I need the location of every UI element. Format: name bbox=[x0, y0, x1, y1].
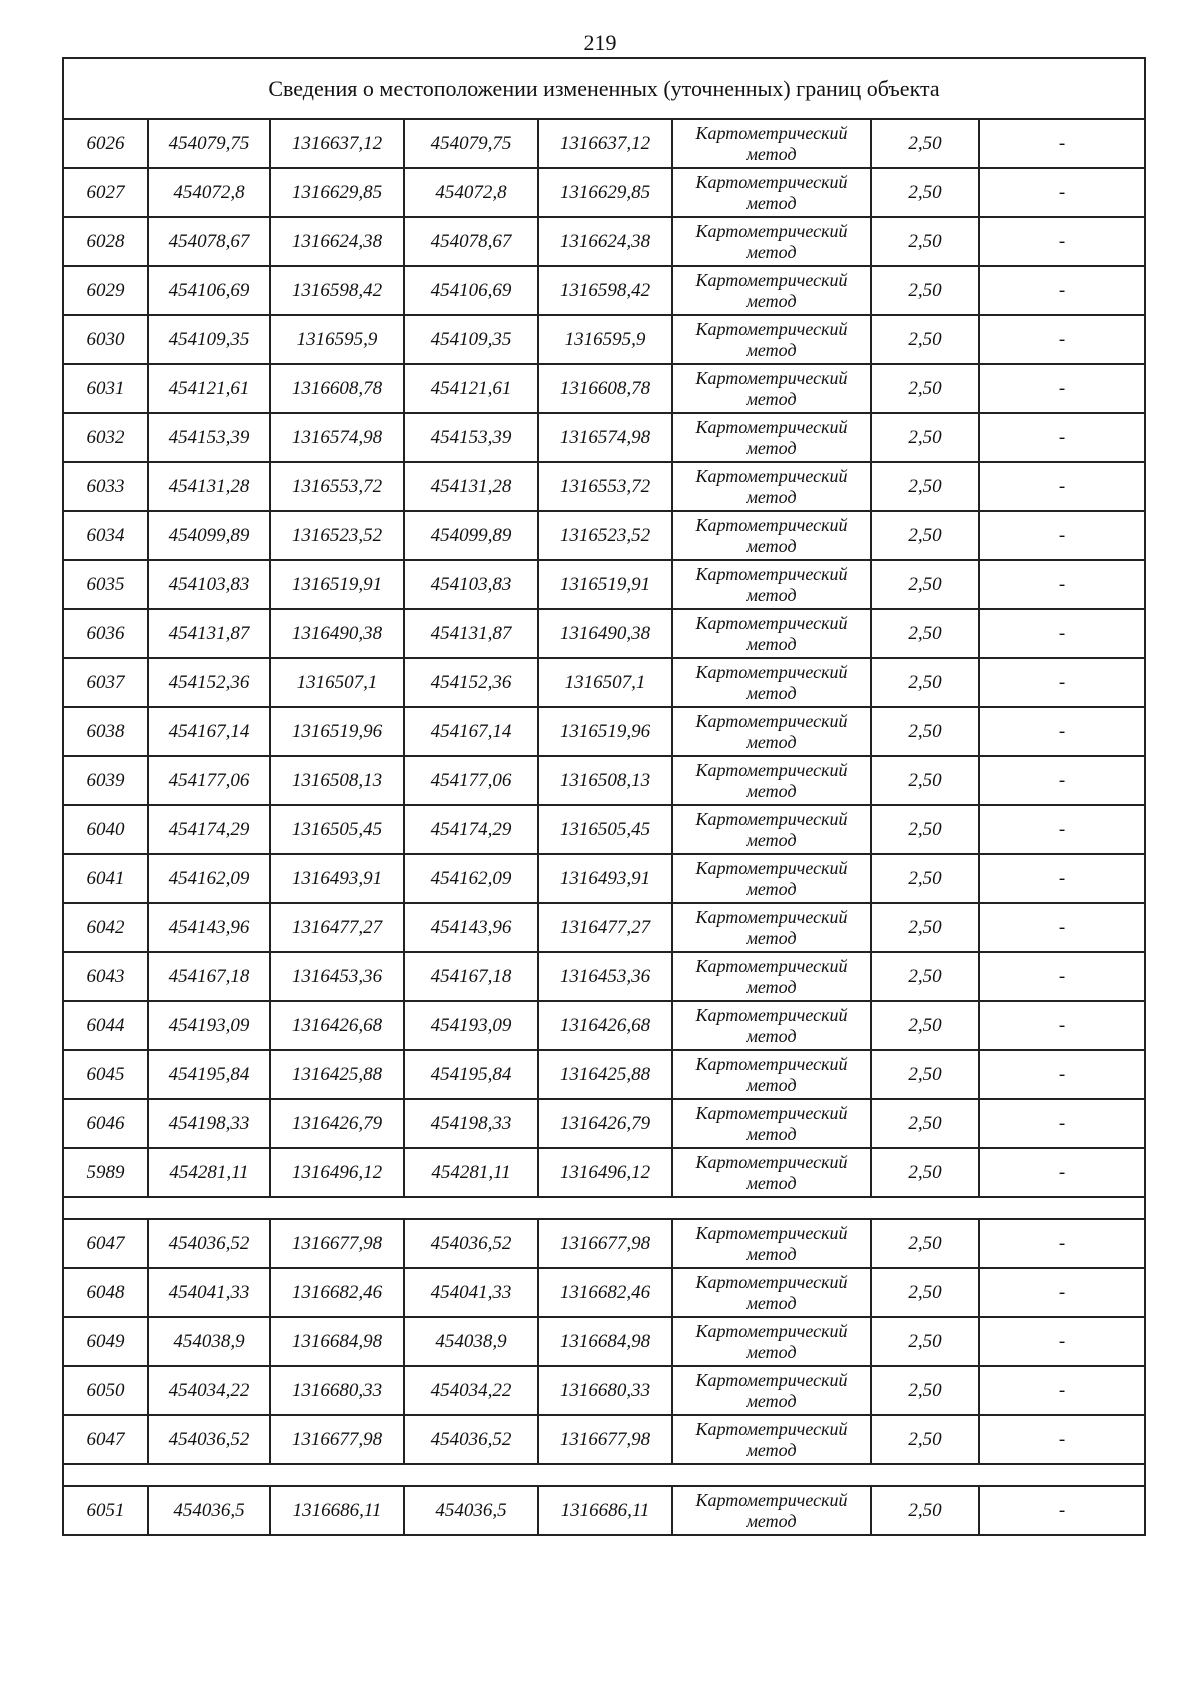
description-cell: - bbox=[979, 1366, 1145, 1415]
y-existing-cell: 1316629,85 bbox=[270, 168, 404, 217]
method-cell: Картометрический метод bbox=[672, 609, 871, 658]
x-new-cell: 454198,33 bbox=[404, 1099, 538, 1148]
x-existing-cell: 454162,09 bbox=[148, 854, 270, 903]
point-number-cell: 6045 bbox=[63, 1050, 148, 1099]
accuracy-cell: 2,50 bbox=[871, 1317, 979, 1366]
description-cell: - bbox=[979, 805, 1145, 854]
accuracy-cell: 2,50 bbox=[871, 707, 979, 756]
x-new-cell: 454078,67 bbox=[404, 217, 538, 266]
y-new-cell: 1316493,91 bbox=[538, 854, 672, 903]
y-new-cell: 1316595,9 bbox=[538, 315, 672, 364]
y-new-cell: 1316507,1 bbox=[538, 658, 672, 707]
y-existing-cell: 1316686,11 bbox=[270, 1486, 404, 1535]
point-number-cell: 6035 bbox=[63, 560, 148, 609]
method-cell: Картометрический метод bbox=[672, 952, 871, 1001]
point-number-cell: 6026 bbox=[63, 119, 148, 168]
table-title-row bbox=[63, 58, 1145, 119]
method-cell: Картометрический метод bbox=[672, 805, 871, 854]
point-number-cell: 6050 bbox=[63, 1366, 148, 1415]
x-existing-cell: 454193,09 bbox=[148, 1001, 270, 1050]
y-new-cell: 1316426,68 bbox=[538, 1001, 672, 1050]
accuracy-cell: 2,50 bbox=[871, 315, 979, 364]
x-existing-cell: 454103,83 bbox=[148, 560, 270, 609]
x-new-cell: 454036,52 bbox=[404, 1219, 538, 1268]
accuracy-cell: 2,50 bbox=[871, 1099, 979, 1148]
method-cell: Картометрический метод bbox=[672, 168, 871, 217]
x-new-cell: 454034,22 bbox=[404, 1366, 538, 1415]
x-existing-cell: 454153,39 bbox=[148, 413, 270, 462]
boundary-coordinates-table bbox=[62, 57, 1146, 1536]
y-new-cell: 1316682,46 bbox=[538, 1268, 672, 1317]
point-number-cell: 6034 bbox=[63, 511, 148, 560]
point-number-cell: 6036 bbox=[63, 609, 148, 658]
description-cell: - bbox=[979, 364, 1145, 413]
table-row bbox=[63, 854, 1145, 903]
description-cell: - bbox=[979, 609, 1145, 658]
y-new-cell: 1316598,42 bbox=[538, 266, 672, 315]
x-existing-cell: 454099,89 bbox=[148, 511, 270, 560]
x-new-cell: 454038,9 bbox=[404, 1317, 538, 1366]
point-number-cell: 6047 bbox=[63, 1415, 148, 1464]
y-existing-cell: 1316519,91 bbox=[270, 560, 404, 609]
table-row bbox=[63, 1415, 1145, 1464]
method-cell: Картометрический метод bbox=[672, 1148, 871, 1197]
y-new-cell: 1316680,33 bbox=[538, 1366, 672, 1415]
x-existing-cell: 454036,52 bbox=[148, 1415, 270, 1464]
table-row bbox=[63, 413, 1145, 462]
description-cell: - bbox=[979, 1050, 1145, 1099]
table-row bbox=[63, 1050, 1145, 1099]
y-existing-cell: 1316677,98 bbox=[270, 1219, 404, 1268]
y-existing-cell: 1316680,33 bbox=[270, 1366, 404, 1415]
method-cell: Картометрический метод bbox=[672, 119, 871, 168]
description-cell: - bbox=[979, 168, 1145, 217]
x-existing-cell: 454131,87 bbox=[148, 609, 270, 658]
x-existing-cell: 454079,75 bbox=[148, 119, 270, 168]
accuracy-cell: 2,50 bbox=[871, 1148, 979, 1197]
point-number-cell: 6043 bbox=[63, 952, 148, 1001]
x-new-cell: 454167,18 bbox=[404, 952, 538, 1001]
description-cell: - bbox=[979, 1268, 1145, 1317]
accuracy-cell: 2,50 bbox=[871, 1001, 979, 1050]
table-row bbox=[63, 511, 1145, 560]
y-existing-cell: 1316519,96 bbox=[270, 707, 404, 756]
point-number-cell: 6051 bbox=[63, 1486, 148, 1535]
method-cell: Картометрический метод bbox=[672, 413, 871, 462]
description-cell: - bbox=[979, 1001, 1145, 1050]
point-number-cell: 6039 bbox=[63, 756, 148, 805]
table-row bbox=[63, 1001, 1145, 1050]
method-cell: Картометрический метод bbox=[672, 266, 871, 315]
y-existing-cell: 1316682,46 bbox=[270, 1268, 404, 1317]
method-cell: Картометрический метод bbox=[672, 1317, 871, 1366]
y-existing-cell: 1316453,36 bbox=[270, 952, 404, 1001]
description-cell: - bbox=[979, 658, 1145, 707]
table-row bbox=[63, 266, 1145, 315]
y-new-cell: 1316684,98 bbox=[538, 1317, 672, 1366]
y-new-cell: 1316608,78 bbox=[538, 364, 672, 413]
description-cell: - bbox=[979, 266, 1145, 315]
point-number-cell: 6040 bbox=[63, 805, 148, 854]
table-row bbox=[63, 658, 1145, 707]
point-number-cell: 6028 bbox=[63, 217, 148, 266]
x-existing-cell: 454038,9 bbox=[148, 1317, 270, 1366]
x-new-cell: 454162,09 bbox=[404, 854, 538, 903]
description-cell: - bbox=[979, 756, 1145, 805]
x-new-cell: 454195,84 bbox=[404, 1050, 538, 1099]
table-row bbox=[63, 217, 1145, 266]
description-cell: - bbox=[979, 903, 1145, 952]
y-existing-cell: 1316426,68 bbox=[270, 1001, 404, 1050]
table-row bbox=[63, 707, 1145, 756]
description-cell: - bbox=[979, 1317, 1145, 1366]
method-cell: Картометрический метод bbox=[672, 315, 871, 364]
y-existing-cell: 1316608,78 bbox=[270, 364, 404, 413]
x-new-cell: 454121,61 bbox=[404, 364, 538, 413]
y-existing-cell: 1316505,45 bbox=[270, 805, 404, 854]
y-new-cell: 1316686,11 bbox=[538, 1486, 672, 1535]
x-new-cell: 454099,89 bbox=[404, 511, 538, 560]
x-existing-cell: 454177,06 bbox=[148, 756, 270, 805]
accuracy-cell: 2,50 bbox=[871, 266, 979, 315]
accuracy-cell: 2,50 bbox=[871, 1366, 979, 1415]
y-existing-cell: 1316684,98 bbox=[270, 1317, 404, 1366]
point-number-cell: 6037 bbox=[63, 658, 148, 707]
y-existing-cell: 1316574,98 bbox=[270, 413, 404, 462]
y-new-cell: 1316624,38 bbox=[538, 217, 672, 266]
table-row bbox=[63, 364, 1145, 413]
y-existing-cell: 1316490,38 bbox=[270, 609, 404, 658]
x-existing-cell: 454078,67 bbox=[148, 217, 270, 266]
method-cell: Картометрический метод bbox=[672, 854, 871, 903]
description-cell: - bbox=[979, 1219, 1145, 1268]
y-new-cell: 1316477,27 bbox=[538, 903, 672, 952]
x-new-cell: 454103,83 bbox=[404, 560, 538, 609]
x-existing-cell: 454036,52 bbox=[148, 1219, 270, 1268]
y-new-cell: 1316508,13 bbox=[538, 756, 672, 805]
y-new-cell: 1316519,96 bbox=[538, 707, 672, 756]
method-cell: Картометрический метод bbox=[672, 1001, 871, 1050]
y-new-cell: 1316505,45 bbox=[538, 805, 672, 854]
point-number-cell: 6046 bbox=[63, 1099, 148, 1148]
accuracy-cell: 2,50 bbox=[871, 854, 979, 903]
point-number-cell: 6029 bbox=[63, 266, 148, 315]
point-number-cell: 6041 bbox=[63, 854, 148, 903]
accuracy-cell: 2,50 bbox=[871, 1415, 979, 1464]
y-new-cell: 1316519,91 bbox=[538, 560, 672, 609]
point-number-cell: 6049 bbox=[63, 1317, 148, 1366]
x-new-cell: 454109,35 bbox=[404, 315, 538, 364]
description-cell: - bbox=[979, 1415, 1145, 1464]
table-row bbox=[63, 1366, 1145, 1415]
accuracy-cell: 2,50 bbox=[871, 413, 979, 462]
table-row bbox=[63, 462, 1145, 511]
x-new-cell: 454177,06 bbox=[404, 756, 538, 805]
method-cell: Картометрический метод bbox=[672, 1366, 871, 1415]
table-row bbox=[63, 805, 1145, 854]
x-existing-cell: 454195,84 bbox=[148, 1050, 270, 1099]
table-row bbox=[63, 168, 1145, 217]
accuracy-cell: 2,50 bbox=[871, 119, 979, 168]
accuracy-cell: 2,50 bbox=[871, 1219, 979, 1268]
accuracy-cell: 2,50 bbox=[871, 168, 979, 217]
accuracy-cell: 2,50 bbox=[871, 756, 979, 805]
x-new-cell: 454036,52 bbox=[404, 1415, 538, 1464]
method-cell: Картометрический метод bbox=[672, 903, 871, 952]
y-new-cell: 1316496,12 bbox=[538, 1148, 672, 1197]
method-cell: Картометрический метод bbox=[672, 658, 871, 707]
y-existing-cell: 1316477,27 bbox=[270, 903, 404, 952]
accuracy-cell: 2,50 bbox=[871, 805, 979, 854]
point-number-cell: 6047 bbox=[63, 1219, 148, 1268]
description-cell: - bbox=[979, 413, 1145, 462]
x-new-cell: 454041,33 bbox=[404, 1268, 538, 1317]
table-row bbox=[63, 315, 1145, 364]
x-existing-cell: 454167,14 bbox=[148, 707, 270, 756]
x-new-cell: 454153,39 bbox=[404, 413, 538, 462]
description-cell: - bbox=[979, 119, 1145, 168]
x-new-cell: 454193,09 bbox=[404, 1001, 538, 1050]
method-cell: Картометрический метод bbox=[672, 1099, 871, 1148]
accuracy-cell: 2,50 bbox=[871, 217, 979, 266]
table-row bbox=[63, 1317, 1145, 1366]
point-number-cell: 6027 bbox=[63, 168, 148, 217]
y-existing-cell: 1316677,98 bbox=[270, 1415, 404, 1464]
group-separator-row bbox=[63, 1464, 1145, 1486]
y-existing-cell: 1316553,72 bbox=[270, 462, 404, 511]
page-number: 219 bbox=[583, 30, 617, 55]
point-number-cell: 6038 bbox=[63, 707, 148, 756]
accuracy-cell: 2,50 bbox=[871, 903, 979, 952]
x-existing-cell: 454167,18 bbox=[148, 952, 270, 1001]
table-row bbox=[63, 756, 1145, 805]
table-row bbox=[63, 952, 1145, 1001]
x-new-cell: 454106,69 bbox=[404, 266, 538, 315]
y-new-cell: 1316677,98 bbox=[538, 1415, 672, 1464]
table-title: Сведения о местоположении измененных (уточненных) границ объекта bbox=[63, 58, 1145, 119]
description-cell: - bbox=[979, 707, 1145, 756]
x-new-cell: 454036,5 bbox=[404, 1486, 538, 1535]
y-existing-cell: 1316523,52 bbox=[270, 511, 404, 560]
x-existing-cell: 454143,96 bbox=[148, 903, 270, 952]
description-cell: - bbox=[979, 462, 1145, 511]
y-existing-cell: 1316508,13 bbox=[270, 756, 404, 805]
x-existing-cell: 454036,5 bbox=[148, 1486, 270, 1535]
method-cell: Картометрический метод bbox=[672, 1415, 871, 1464]
description-cell: - bbox=[979, 1148, 1145, 1197]
y-existing-cell: 1316637,12 bbox=[270, 119, 404, 168]
description-cell: - bbox=[979, 560, 1145, 609]
y-new-cell: 1316553,72 bbox=[538, 462, 672, 511]
x-new-cell: 454281,11 bbox=[404, 1148, 538, 1197]
y-new-cell: 1316677,98 bbox=[538, 1219, 672, 1268]
x-existing-cell: 454121,61 bbox=[148, 364, 270, 413]
x-existing-cell: 454198,33 bbox=[148, 1099, 270, 1148]
method-cell: Картометрический метод bbox=[672, 756, 871, 805]
y-existing-cell: 1316493,91 bbox=[270, 854, 404, 903]
accuracy-cell: 2,50 bbox=[871, 609, 979, 658]
group-separator-row bbox=[63, 1197, 1145, 1219]
point-number-cell: 6048 bbox=[63, 1268, 148, 1317]
point-number-cell: 6042 bbox=[63, 903, 148, 952]
x-new-cell: 454152,36 bbox=[404, 658, 538, 707]
y-new-cell: 1316637,12 bbox=[538, 119, 672, 168]
accuracy-cell: 2,50 bbox=[871, 560, 979, 609]
y-new-cell: 1316425,88 bbox=[538, 1050, 672, 1099]
x-existing-cell: 454106,69 bbox=[148, 266, 270, 315]
y-existing-cell: 1316624,38 bbox=[270, 217, 404, 266]
table-row bbox=[63, 903, 1145, 952]
table-row bbox=[63, 119, 1145, 168]
accuracy-cell: 2,50 bbox=[871, 462, 979, 511]
method-cell: Картометрический метод bbox=[672, 511, 871, 560]
method-cell: Картометрический метод bbox=[672, 1486, 871, 1535]
x-new-cell: 454143,96 bbox=[404, 903, 538, 952]
table-row bbox=[63, 1486, 1145, 1535]
accuracy-cell: 2,50 bbox=[871, 511, 979, 560]
y-existing-cell: 1316426,79 bbox=[270, 1099, 404, 1148]
y-existing-cell: 1316598,42 bbox=[270, 266, 404, 315]
table-row bbox=[63, 1268, 1145, 1317]
method-cell: Картометрический метод bbox=[672, 1219, 871, 1268]
table-row bbox=[63, 1148, 1145, 1197]
description-cell: - bbox=[979, 1099, 1145, 1148]
x-existing-cell: 454152,36 bbox=[148, 658, 270, 707]
point-number-cell: 6044 bbox=[63, 1001, 148, 1050]
x-existing-cell: 454281,11 bbox=[148, 1148, 270, 1197]
y-new-cell: 1316426,79 bbox=[538, 1099, 672, 1148]
table-row bbox=[63, 560, 1145, 609]
method-cell: Картометрический метод bbox=[672, 1050, 871, 1099]
method-cell: Картометрический метод bbox=[672, 364, 871, 413]
description-cell: - bbox=[979, 854, 1145, 903]
accuracy-cell: 2,50 bbox=[871, 1486, 979, 1535]
y-new-cell: 1316490,38 bbox=[538, 609, 672, 658]
y-new-cell: 1316453,36 bbox=[538, 952, 672, 1001]
method-cell: Картометрический метод bbox=[672, 707, 871, 756]
y-new-cell: 1316523,52 bbox=[538, 511, 672, 560]
y-new-cell: 1316574,98 bbox=[538, 413, 672, 462]
method-cell: Картометрический метод bbox=[672, 560, 871, 609]
point-number-cell: 6032 bbox=[63, 413, 148, 462]
x-new-cell: 454167,14 bbox=[404, 707, 538, 756]
point-number-cell: 6031 bbox=[63, 364, 148, 413]
point-number-cell: 5989 bbox=[63, 1148, 148, 1197]
x-new-cell: 454079,75 bbox=[404, 119, 538, 168]
x-new-cell: 454131,87 bbox=[404, 609, 538, 658]
description-cell: - bbox=[979, 952, 1145, 1001]
group-separator bbox=[63, 1464, 1145, 1486]
x-existing-cell: 454072,8 bbox=[148, 168, 270, 217]
x-existing-cell: 454034,22 bbox=[148, 1366, 270, 1415]
x-existing-cell: 454041,33 bbox=[148, 1268, 270, 1317]
table-row bbox=[63, 1219, 1145, 1268]
method-cell: Картометрический метод bbox=[672, 217, 871, 266]
y-new-cell: 1316629,85 bbox=[538, 168, 672, 217]
description-cell: - bbox=[979, 1486, 1145, 1535]
method-cell: Картометрический метод bbox=[672, 462, 871, 511]
table-row bbox=[63, 609, 1145, 658]
table-row bbox=[63, 1099, 1145, 1148]
group-separator bbox=[63, 1197, 1145, 1219]
y-existing-cell: 1316507,1 bbox=[270, 658, 404, 707]
description-cell: - bbox=[979, 511, 1145, 560]
description-cell: - bbox=[979, 315, 1145, 364]
accuracy-cell: 2,50 bbox=[871, 1268, 979, 1317]
x-new-cell: 454131,28 bbox=[404, 462, 538, 511]
x-existing-cell: 454109,35 bbox=[148, 315, 270, 364]
x-new-cell: 454072,8 bbox=[404, 168, 538, 217]
point-number-cell: 6033 bbox=[63, 462, 148, 511]
x-new-cell: 454174,29 bbox=[404, 805, 538, 854]
description-cell: - bbox=[979, 217, 1145, 266]
y-existing-cell: 1316425,88 bbox=[270, 1050, 404, 1099]
accuracy-cell: 2,50 bbox=[871, 952, 979, 1001]
accuracy-cell: 2,50 bbox=[871, 364, 979, 413]
x-existing-cell: 454131,28 bbox=[148, 462, 270, 511]
y-existing-cell: 1316496,12 bbox=[270, 1148, 404, 1197]
method-cell: Картометрический метод bbox=[672, 1268, 871, 1317]
accuracy-cell: 2,50 bbox=[871, 1050, 979, 1099]
y-existing-cell: 1316595,9 bbox=[270, 315, 404, 364]
accuracy-cell: 2,50 bbox=[871, 658, 979, 707]
x-existing-cell: 454174,29 bbox=[148, 805, 270, 854]
point-number-cell: 6030 bbox=[63, 315, 148, 364]
